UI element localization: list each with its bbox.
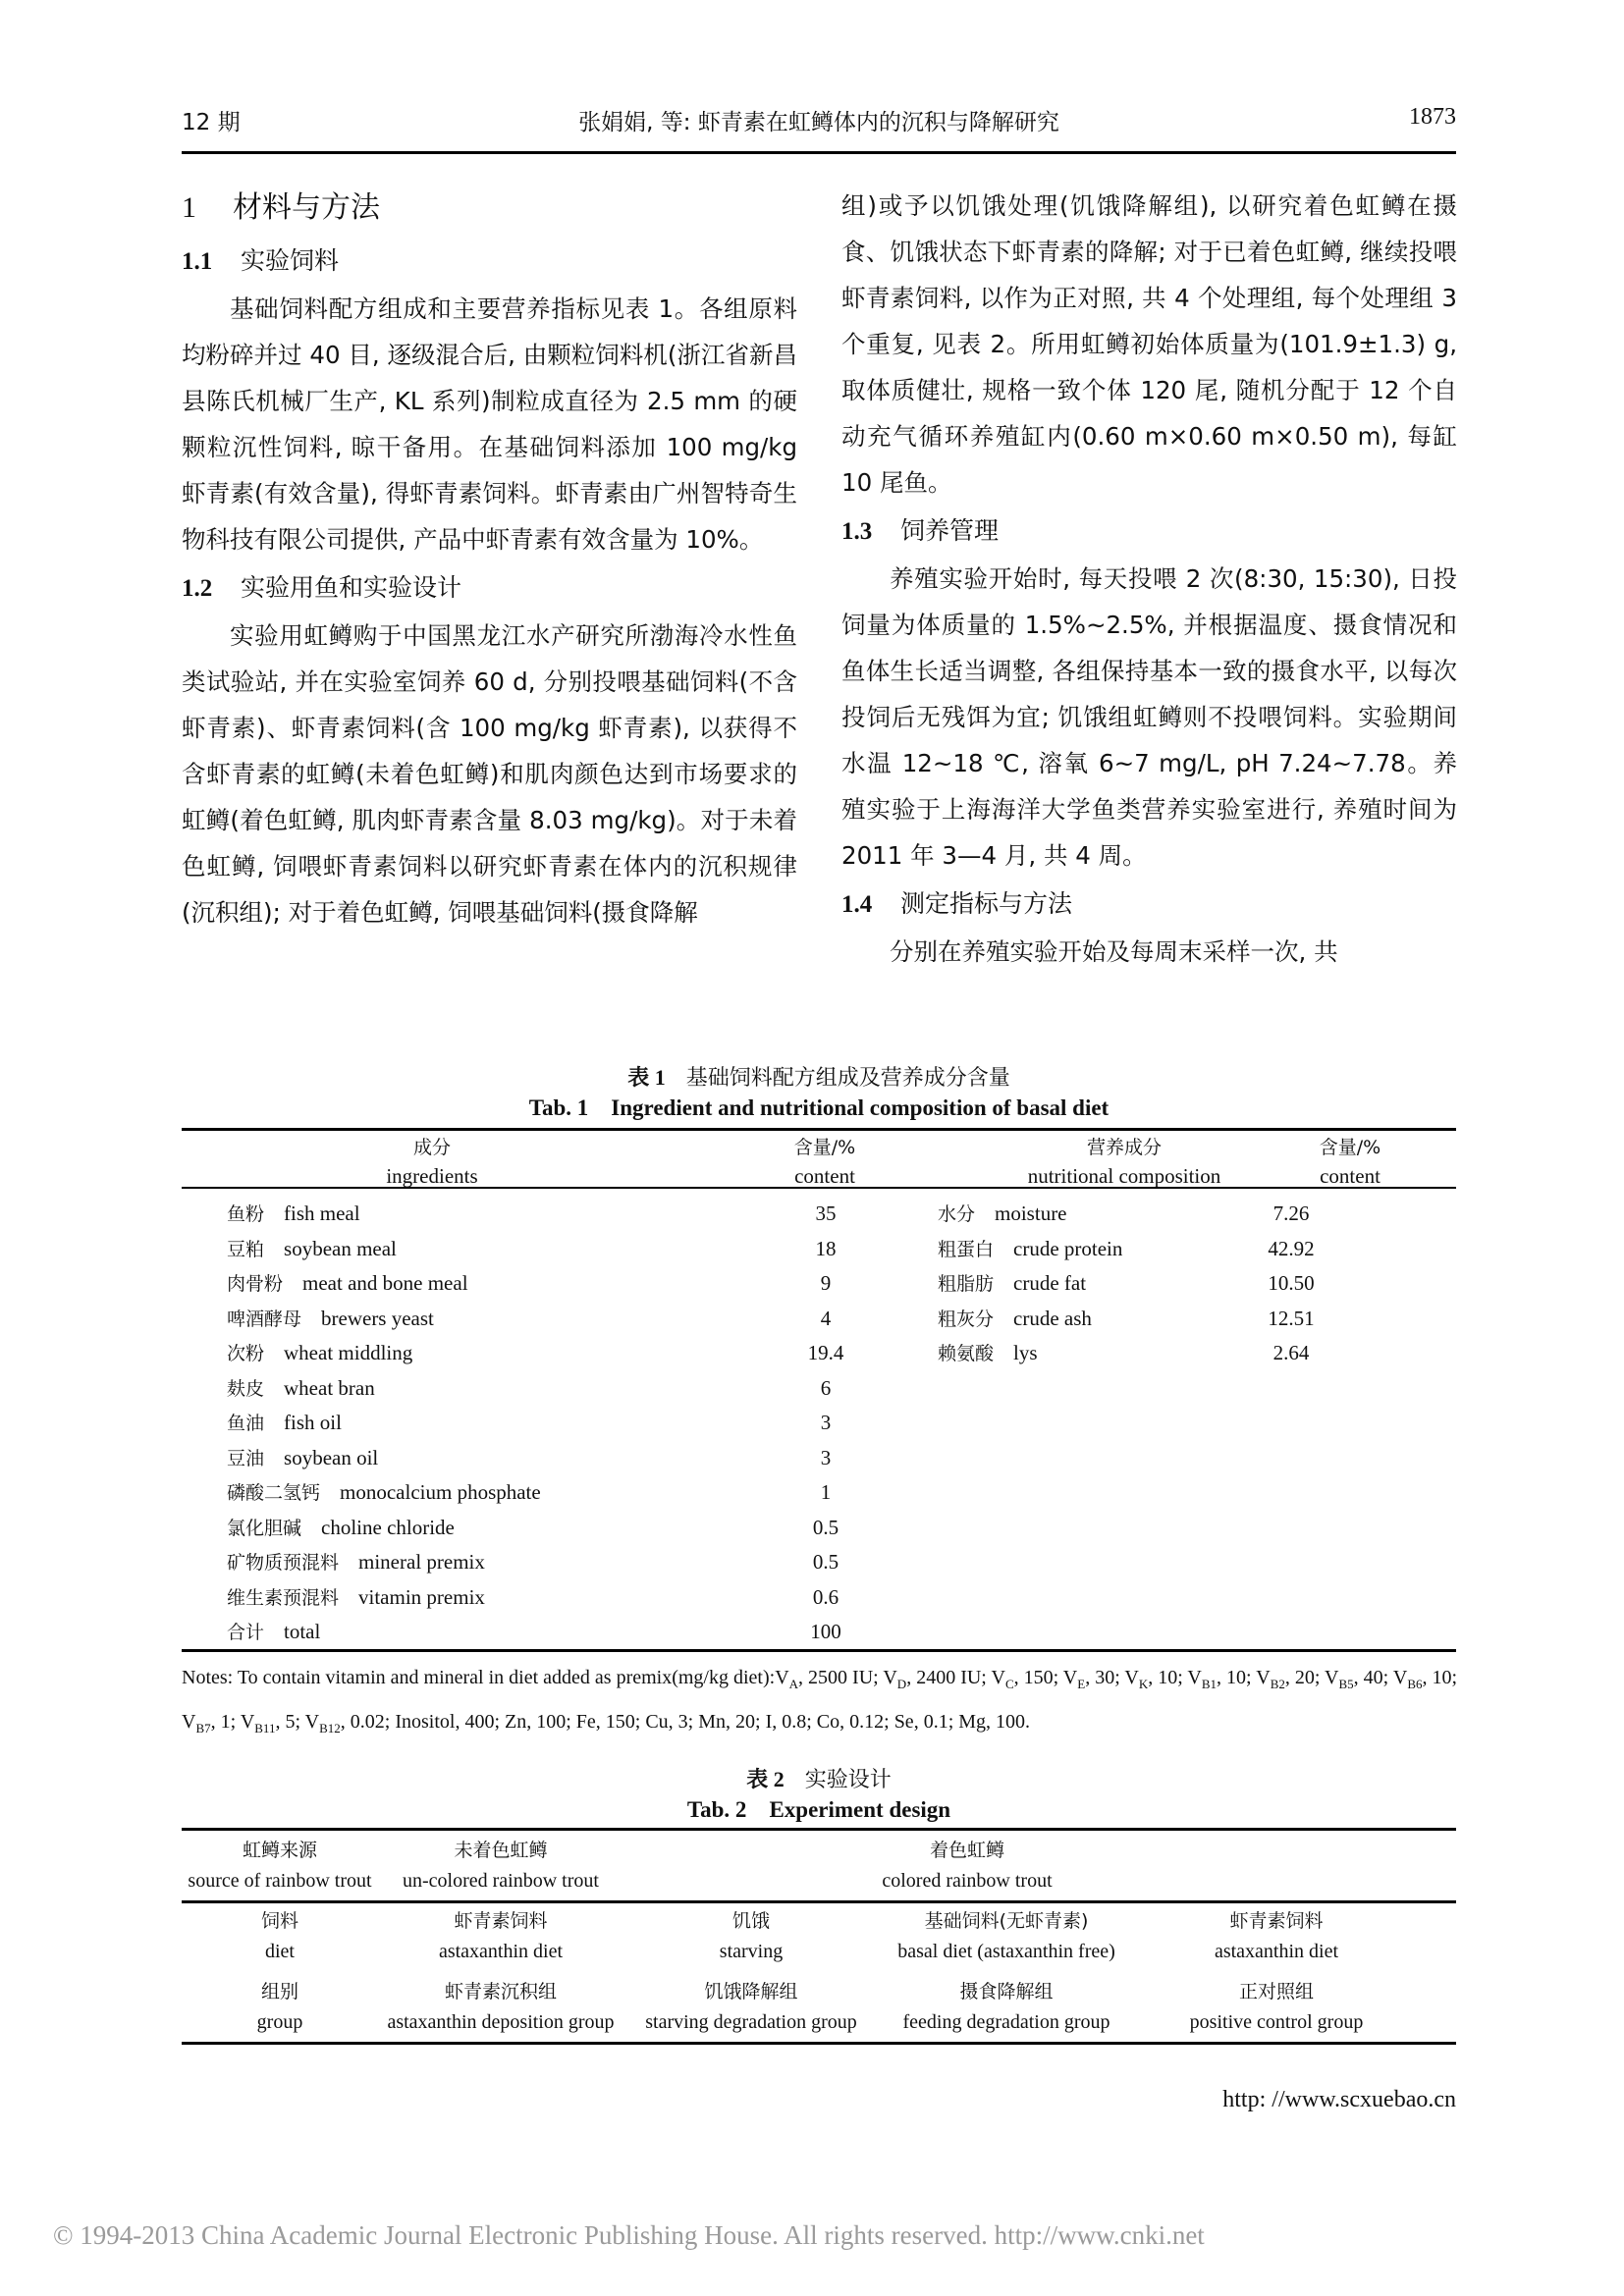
note-subscript: D xyxy=(896,1677,907,1691)
cell-en: positive control group xyxy=(1189,2011,1364,2033)
subsection-heading-1-2 xyxy=(182,566,797,611)
cell-zh: 虾青素饲料 xyxy=(1229,1910,1324,1932)
nutrition-label xyxy=(938,1266,1086,1303)
nutrition-label xyxy=(938,1302,1092,1338)
table2-group-cell xyxy=(182,1977,378,2038)
ingredient-value: 4 xyxy=(820,1306,832,1330)
paragraph-fish-design: 实验用虹鳟购于中国黑龙江水产研究所渤海冷水性鱼类试验站, 并在实验室饲养 60 d, 分别投喂基础饲料(不含虾青素)、虾青素饲料(含 100 mg/kg 虾青素), 以获得不含虾青素的虹鳟(未着色虹鳟)和肌肉颜色达到市场要求的虹鳟(着色虹鳟, 肌肉虾青素含量 8.03 mg/kg)。对于未着色虹鳟, 饲喂虾青素饲料以研究虾青素在体内的沉积规律(沉积组); 对于着色虹鳟, 饲喂基础饲料(摄食降解 xyxy=(182,621,797,927)
cell-en: source of rainbow trout xyxy=(188,1870,372,1892)
ingredient-zh: 磷酸二氢钙 xyxy=(227,1482,321,1504)
table1-nutrition-row xyxy=(938,1197,1448,1232)
section-number: 1 xyxy=(182,191,196,224)
table2-top-rule xyxy=(182,1828,1456,1831)
ingredient-zh: 合计 xyxy=(227,1622,265,1643)
note-text: , 30; V xyxy=(1085,1667,1139,1688)
nutrition-value: 12.51 xyxy=(1268,1306,1315,1330)
ingredient-zh: 鱼粉 xyxy=(227,1203,265,1225)
ingredient-value: 1 xyxy=(820,1480,832,1504)
table1-top-rule xyxy=(182,1128,1456,1131)
ingredient-label xyxy=(227,1406,342,1442)
running-title: 张娟娟, 等: 虾青素在虹鳟体内的沉积与降解研究 xyxy=(578,110,1059,135)
nutrition-value: 42.92 xyxy=(1268,1236,1315,1260)
note-subscript: A xyxy=(788,1677,799,1691)
ingredient-en: choline chloride xyxy=(321,1515,455,1539)
nutrition-en: crude protein xyxy=(1013,1236,1123,1260)
note-text: , 10; V xyxy=(1148,1667,1202,1688)
cell-zh: 饥饿 xyxy=(731,1910,770,1932)
table1-label-zh: 表 1 xyxy=(627,1065,666,1090)
note-subscript: B12 xyxy=(319,1721,341,1735)
table1-ingredient-row xyxy=(182,1545,928,1580)
table1-notes xyxy=(182,1659,1458,1747)
note-subscript: B6 xyxy=(1407,1677,1423,1691)
table1-nutrition-row xyxy=(938,1232,1448,1267)
left-column xyxy=(182,187,797,935)
table1-ingredient-row xyxy=(182,1406,928,1441)
note-subscript: B1 xyxy=(1201,1677,1218,1691)
ingredient-label xyxy=(227,1371,375,1408)
ingredient-zh: 肉骨粉 xyxy=(227,1273,284,1295)
ingredient-zh: 麸皮 xyxy=(227,1377,265,1400)
note-subscript: E xyxy=(1077,1677,1086,1691)
paragraph-management: 养殖实验开始时, 每天投喂 2 次(8:30, 15:30), 日投饲量为体质量的 1.5%~2.5%, 并根据温度、摄食情况和鱼体生长适当调整, 各组保持基本一致的摄食水平, 以每次投饲后无残饵为宜; 饥饿组虹鳟则不投喂饲料。实验期间水温 12~18 ℃, 溶氧 6~7 mg/L, pH 7.24~7.78。养殖实验于上海海洋大学鱼类营养实验室进行, 养殖时间为 2011 年 3—4 月, 共 4 周。 xyxy=(841,564,1457,870)
cell-en: colored rainbow trout xyxy=(882,1870,1053,1892)
nutrition-en: lys xyxy=(1013,1341,1038,1364)
note-text: , 40; V xyxy=(1353,1667,1408,1688)
ingredient-zh: 豆油 xyxy=(227,1447,265,1469)
cell-zh: 组别 xyxy=(260,1981,298,2002)
table1-ingredient-row xyxy=(182,1511,928,1546)
cell-en: diet xyxy=(265,1941,295,1962)
table1-label-en: Tab. 1 xyxy=(528,1095,589,1120)
ingredient-en: brewers yeast xyxy=(321,1306,434,1330)
table2-group-cell xyxy=(874,1977,1139,2038)
ingredient-value: 35 xyxy=(815,1201,837,1225)
running-header xyxy=(182,104,1456,143)
table2-diet-cell xyxy=(874,1906,1139,1967)
ingredient-label xyxy=(227,1266,468,1303)
nutrition-zh: 赖氨酸 xyxy=(938,1343,995,1364)
ingredient-label xyxy=(227,1302,434,1338)
issue-label: 12 期 xyxy=(182,110,241,135)
ingredient-label xyxy=(227,1580,485,1617)
ingredient-en: monocalcium phosphate xyxy=(340,1480,541,1504)
ingredient-label xyxy=(227,1232,397,1268)
nutrition-label xyxy=(938,1232,1122,1268)
table2-diet-cell xyxy=(633,1906,869,1967)
ingredient-value: 3 xyxy=(820,1411,832,1434)
cell-zh: 饥饿降解组 xyxy=(704,1981,798,2002)
ingredient-en: total xyxy=(284,1620,321,1643)
table2-header-rule xyxy=(182,1900,1456,1903)
ingredient-label xyxy=(227,1615,320,1651)
note-text: , 0.02; Inositol, 400; Zn, 100; Fe, 150; Cu, 3; Mn, 20; I, 0.8; Co, 0.12; Se, 0.1; Mg, 100. xyxy=(340,1711,1031,1733)
table1-header-content: 含量/% content xyxy=(793,1137,856,1188)
nutrition-zh: 水分 xyxy=(938,1203,976,1225)
table1-title-en: Ingredient and nutritional composition of basal diet xyxy=(611,1095,1110,1120)
ingredient-en: meat and bone meal xyxy=(302,1271,468,1295)
subsection-number: 1.2 xyxy=(182,575,213,602)
ingredient-zh: 鱼油 xyxy=(227,1413,265,1434)
nutrition-zh: 粗灰分 xyxy=(938,1308,995,1330)
ingredient-label xyxy=(227,1197,360,1233)
section-heading-1 xyxy=(182,187,797,230)
ingredient-value: 6 xyxy=(820,1375,832,1400)
table1-header-nutrition: 营养成分 nutritional composition xyxy=(1027,1137,1221,1188)
ingredient-en: soybean oil xyxy=(284,1445,379,1469)
table1-header-ingredients: 成分 ingredients xyxy=(386,1137,478,1188)
table2-header-cell xyxy=(182,1836,378,1896)
ingredient-en: mineral premix xyxy=(358,1550,485,1574)
note-text: , 10; V xyxy=(182,1667,1458,1733)
nutrition-en: crude fat xyxy=(1013,1271,1087,1295)
table1-ingredient-row xyxy=(182,1302,928,1337)
note-subscript: B11 xyxy=(254,1721,276,1735)
note-subscript: B2 xyxy=(1270,1677,1285,1691)
ingredient-zh: 维生素预混料 xyxy=(227,1586,340,1609)
note-text: , 1; V xyxy=(210,1711,255,1733)
nutrition-value: 2.64 xyxy=(1272,1341,1310,1364)
table1-nutrition-row xyxy=(938,1336,1448,1371)
cell-en: starving degradation group xyxy=(645,2011,857,2033)
ingredient-en: wheat middling xyxy=(284,1341,413,1364)
nutrition-zh: 粗蛋白 xyxy=(938,1238,995,1260)
ingredient-zh: 豆粕 xyxy=(227,1238,265,1260)
ingredient-value: 0.6 xyxy=(812,1584,839,1609)
nutrition-label xyxy=(938,1197,1067,1233)
table2-group-cell xyxy=(633,1977,869,2038)
table1-header-content2: 含量/% content xyxy=(1319,1137,1381,1188)
subsection-heading-1-3 xyxy=(841,509,1457,554)
ingredient-value: 9 xyxy=(820,1271,832,1295)
ingredient-value: 0.5 xyxy=(812,1550,839,1574)
table2-group-cell xyxy=(1129,1977,1424,2038)
cell-en: group xyxy=(256,2011,303,2033)
table1-ingredient-row xyxy=(182,1371,928,1407)
subsection-number: 1.3 xyxy=(841,518,873,545)
ingredient-value: 19.4 xyxy=(807,1341,844,1364)
table1-nutrition-row xyxy=(938,1302,1448,1337)
ingredient-value: 0.5 xyxy=(812,1515,839,1539)
nutrition-label xyxy=(938,1336,1038,1372)
journal-url: http: //www.scxuebao.cn xyxy=(1222,2087,1456,2112)
nutrition-zh: 粗脂肪 xyxy=(938,1273,995,1295)
note-subscript: K xyxy=(1138,1677,1149,1691)
ingredient-zh: 氯化胆碱 xyxy=(227,1517,302,1539)
cell-en: feeding degradation group xyxy=(902,2011,1110,2033)
table2-diet-cell xyxy=(182,1906,378,1967)
table1-ingredient-row xyxy=(182,1615,928,1650)
table2-title-en: Experiment design xyxy=(769,1797,951,1822)
paragraph-methods: 分别在养殖实验开始及每周末采样一次, 共 xyxy=(890,937,1338,966)
table2-title-zh: 实验设计 xyxy=(804,1768,892,1792)
table2-label-zh: 表 2 xyxy=(746,1767,785,1791)
cell-zh: 虾青素饲料 xyxy=(454,1910,548,1932)
cell-zh: 虹鳟来源 xyxy=(242,1840,317,1861)
ingredient-en: soybean meal xyxy=(284,1236,397,1260)
table2-diet-cell xyxy=(1129,1906,1424,1967)
subsection-title: 饲养管理 xyxy=(900,516,1000,545)
table1-title-zh: 基础饲料配方组成及营养成分含量 xyxy=(685,1066,1010,1091)
cell-en: basal diet (astaxanthin free) xyxy=(897,1941,1115,1962)
cell-en: astaxanthin diet xyxy=(438,1941,564,1962)
table1-ingredient-row xyxy=(182,1232,928,1267)
table1-ingredient-row xyxy=(182,1197,928,1232)
table1-ingredient-row xyxy=(182,1336,928,1371)
ingredient-label xyxy=(227,1545,485,1581)
cell-en: astaxanthin diet xyxy=(1214,1941,1339,1962)
subsection-heading-1-1 xyxy=(182,240,797,284)
table2-group-cell xyxy=(368,1977,633,2038)
cell-zh: 虾青素沉积组 xyxy=(444,1981,557,2002)
note-text: , 2500 IU; V xyxy=(798,1667,897,1688)
ingredient-value: 18 xyxy=(815,1236,837,1260)
cell-zh: 摄食降解组 xyxy=(959,1981,1054,2002)
ingredient-zh: 啤酒酵母 xyxy=(227,1308,302,1330)
ingredient-value: 3 xyxy=(820,1445,832,1469)
table1-ingredient-row xyxy=(182,1266,928,1302)
ingredient-zh: 次粉 xyxy=(227,1343,265,1364)
nutrition-en: crude ash xyxy=(1013,1306,1092,1330)
ingredient-en: fish meal xyxy=(284,1201,360,1225)
cell-zh: 未着色虹鳟 xyxy=(454,1840,548,1861)
ingredient-label xyxy=(227,1441,378,1477)
cell-zh: 饲料 xyxy=(260,1910,298,1932)
paragraph-design-continued: 组)或予以饥饿处理(饥饿降解组), 以研究着色虹鳟在摄食、饥饿状态下虾青素的降解; 对于已着色虹鳟, 继续投喂虾青素饲料, 以作为正对照, 共 4 个处理组, 每个处理组 3 个重复, 见表 2。所用虹鳟初始体质量为(101.9±1.3) g, 取体质健壮, 规格一致个体 120 尾, 随机分配于 12 个自动充气循环养殖缸内(0.60 m×0.60 m×0.50 m), 每缸 10 尾鱼。 xyxy=(841,191,1457,497)
table2-bottom-rule xyxy=(182,2042,1456,2045)
cell-zh: 正对照组 xyxy=(1238,1981,1314,2002)
ingredient-label xyxy=(227,1511,455,1547)
paragraph-feed: 基础饲料配方组成和主要营养指标见表 1。各组原料均粉碎并过 40 目, 逐级混合后, 由颗粒饲料机(浙江省新昌县陈氏机械厂生产, KL 系列)制粒成直径为 2.5 mm 的硬颗粒沉性饲料, 晾干备用。在基础饲料添加 100 mg/kg 虾青素(有效含量), 得虾青素饲料。虾青素由广州智特奇生物科技有限公司提供, 产品中虾青素有效含量为 10%。 xyxy=(182,294,797,554)
table1-nutrition-row xyxy=(938,1266,1448,1302)
note-text: , 5; V xyxy=(275,1711,320,1733)
ingredient-label xyxy=(227,1336,412,1372)
note-subscript: B5 xyxy=(1338,1677,1354,1691)
ingredient-value: 100 xyxy=(810,1620,841,1643)
cell-en: astaxanthin deposition group xyxy=(387,2011,615,2033)
copyright-notice: © 1994-2013 China Academic Journal Electronic Publishing House. All rights reserved. http://www.cnki.net xyxy=(53,2220,1205,2250)
note-text: , 20; V xyxy=(1284,1667,1339,1688)
section-title: 材料与方法 xyxy=(233,190,380,225)
cell-en: starving xyxy=(719,1941,784,1962)
table1-ingredient-row xyxy=(182,1441,928,1476)
ingredient-en: fish oil xyxy=(284,1411,342,1434)
table2-header-cell xyxy=(368,1836,633,1896)
nutrition-value: 10.50 xyxy=(1268,1271,1315,1295)
table2-header-cell xyxy=(673,1836,1262,1896)
nutrition-en: moisture xyxy=(995,1201,1067,1225)
note-text: , 2400 IU; V xyxy=(906,1667,1005,1688)
cell-en: un-colored rainbow trout xyxy=(403,1870,599,1892)
table2-label-en: Tab. 2 xyxy=(686,1797,747,1822)
note-text: , 150; V xyxy=(1013,1667,1078,1688)
subsection-title: 实验用鱼和实验设计 xyxy=(241,573,462,602)
table1-ingredient-row xyxy=(182,1580,928,1616)
nutrition-value: 7.26 xyxy=(1272,1201,1310,1225)
table2-diet-cell xyxy=(368,1906,633,1967)
table1-ingredient-row xyxy=(182,1475,928,1511)
header-rule xyxy=(182,151,1456,154)
cell-zh: 着色虹鳟 xyxy=(929,1840,1004,1861)
right-column xyxy=(841,183,1457,975)
page-number: 1873 xyxy=(1409,104,1456,130)
note-text: , 10; V xyxy=(1217,1667,1271,1688)
ingredient-zh: 矿物质预混料 xyxy=(227,1552,340,1574)
table1-caption xyxy=(182,1063,1456,1123)
note-subscript: B7 xyxy=(195,1721,211,1735)
subsection-number: 1.4 xyxy=(841,891,873,918)
note-text: Notes: To contain vitamin and mineral in diet added as premix(mg/kg diet):V xyxy=(182,1667,789,1688)
table2-caption xyxy=(182,1765,1456,1825)
ingredient-en: wheat bran xyxy=(284,1375,375,1400)
subsection-title: 实验饲料 xyxy=(241,246,340,275)
subsection-number: 1.1 xyxy=(182,248,213,275)
note-subscript: C xyxy=(1004,1677,1014,1691)
subsection-heading-1-4 xyxy=(841,882,1457,927)
ingredient-en: vitamin premix xyxy=(358,1584,485,1609)
subsection-title: 测定指标与方法 xyxy=(900,889,1073,918)
cell-zh: 基础饲料(无虾青素) xyxy=(924,1910,1089,1932)
ingredient-label xyxy=(227,1475,541,1512)
